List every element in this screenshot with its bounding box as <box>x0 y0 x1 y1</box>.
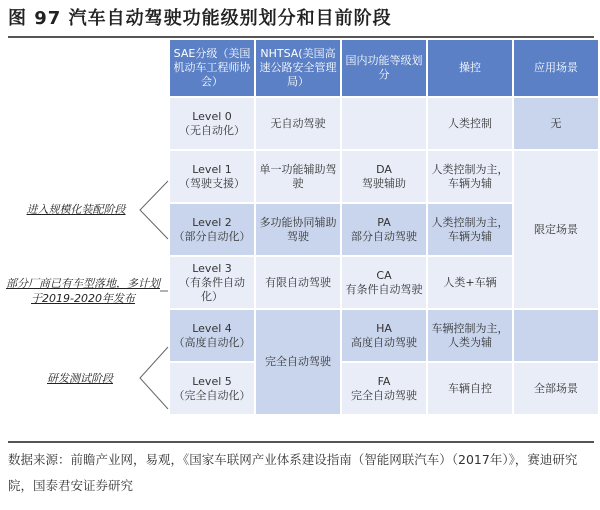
nhtsa-cell: 多功能协同辅助驾驶 <box>256 204 340 255</box>
china-level-cell <box>342 204 426 255</box>
bracket-mass-assembly <box>140 181 168 239</box>
scenario-cell-none: 无 <box>514 98 598 149</box>
china-level-cell <box>342 98 426 149</box>
table-header-row <box>170 40 598 96</box>
figure-title: 图 97 汽车自动驾驶功能级别划分和目前阶段 <box>8 8 392 29</box>
sae-level-cell <box>170 151 254 202</box>
scenario-cell-all: 全部场景 <box>514 363 598 414</box>
china-level-cell <box>342 310 426 361</box>
china-level-desc: 部分自动驾驶 <box>351 229 417 243</box>
control-cell: 人类+车辆 <box>428 257 512 308</box>
china-level-code: FA <box>377 374 391 388</box>
sae-level: Level 2 <box>192 215 232 229</box>
sae-level: Level 1 <box>192 162 232 176</box>
sae-level-cell <box>170 363 254 414</box>
sae-level-desc: （有条件自动化） <box>179 275 245 303</box>
table-row <box>170 151 598 202</box>
sae-level-desc: （完全自动化） <box>173 388 251 402</box>
sae-level-cell <box>170 257 254 308</box>
china-level-code: HA <box>376 321 392 335</box>
china-level-desc: 有条件自动驾驶 <box>345 282 423 296</box>
nhtsa-cell: 有限自动驾驶 <box>256 257 340 308</box>
stage-label-mass-assembly: 进入规模化装配阶段 <box>26 203 126 216</box>
sae-level-cell <box>170 204 254 255</box>
header-scenario: 应用场景 <box>514 40 598 96</box>
scenario-cell-limited: 限定场景 <box>514 151 598 308</box>
header-sae: SAE分级（美国机动车工程师协会） <box>170 40 254 96</box>
nhtsa-cell: 单一功能辅助驾驶 <box>256 151 340 202</box>
sae-level-cell <box>170 310 254 361</box>
china-level-desc: 驾驶辅助 <box>362 176 406 190</box>
sae-level-desc: （无自动化） <box>179 123 245 137</box>
sae-level-cell <box>170 98 254 149</box>
source-note: 数据来源：前瞻产业网，易观，《国家车联网产业体系建设指南（智能网联汽车）（2017年）》，赛迪研究院，国泰君安证券研究 <box>8 452 578 493</box>
sae-level: Level 4 <box>192 321 232 335</box>
china-level-cell <box>342 151 426 202</box>
sae-level-desc: （高度自动化） <box>173 335 251 349</box>
table-row <box>170 98 598 149</box>
stage-label-partial-launch: 部分厂商已有车型落地，多计划于2019-2020年发布 <box>6 277 160 305</box>
control-cell: 车辆自控 <box>428 363 512 414</box>
stage-label-testing: 研发测试阶段 <box>47 372 113 385</box>
header-china: 国内功能等级划分 <box>342 40 426 96</box>
control-cell: 人类控制为主，车辆为辅 <box>428 151 512 202</box>
china-level-code: CA <box>376 268 392 282</box>
table-row <box>170 363 598 414</box>
nhtsa-cell-full-auto: 完全自动驾驶 <box>256 310 340 414</box>
china-level-desc: 完全自动驾驶 <box>351 388 417 402</box>
header-control: 操控 <box>428 40 512 96</box>
sae-level: Level 3 <box>192 261 232 275</box>
control-cell: 车辆控制为主，人类为辅 <box>428 310 512 361</box>
control-cell: 人类控制 <box>428 98 512 149</box>
china-level-cell <box>342 257 426 308</box>
china-level-code: PA <box>377 215 391 229</box>
bottom-rule <box>8 441 594 443</box>
china-level-desc: 高度自动驾驶 <box>351 335 417 349</box>
header-nhtsa: NHTSA(美国高速公路安全管理局） <box>256 40 340 96</box>
control-cell: 人类控制为主，车辆为辅 <box>428 204 512 255</box>
sae-level-desc: （部分自动化） <box>173 229 251 243</box>
china-level-cell <box>342 363 426 414</box>
sae-level: Level 0 <box>192 109 232 123</box>
automation-levels-table <box>168 38 600 416</box>
nhtsa-cell: 无自动驾驶 <box>256 98 340 149</box>
china-level-code: DA <box>376 162 392 176</box>
sae-level-desc: （驾驶支援） <box>179 176 245 190</box>
scenario-cell-limited-cont <box>514 310 598 361</box>
sae-level: Level 5 <box>192 374 232 388</box>
bracket-testing <box>140 347 168 409</box>
table-row <box>170 310 598 361</box>
